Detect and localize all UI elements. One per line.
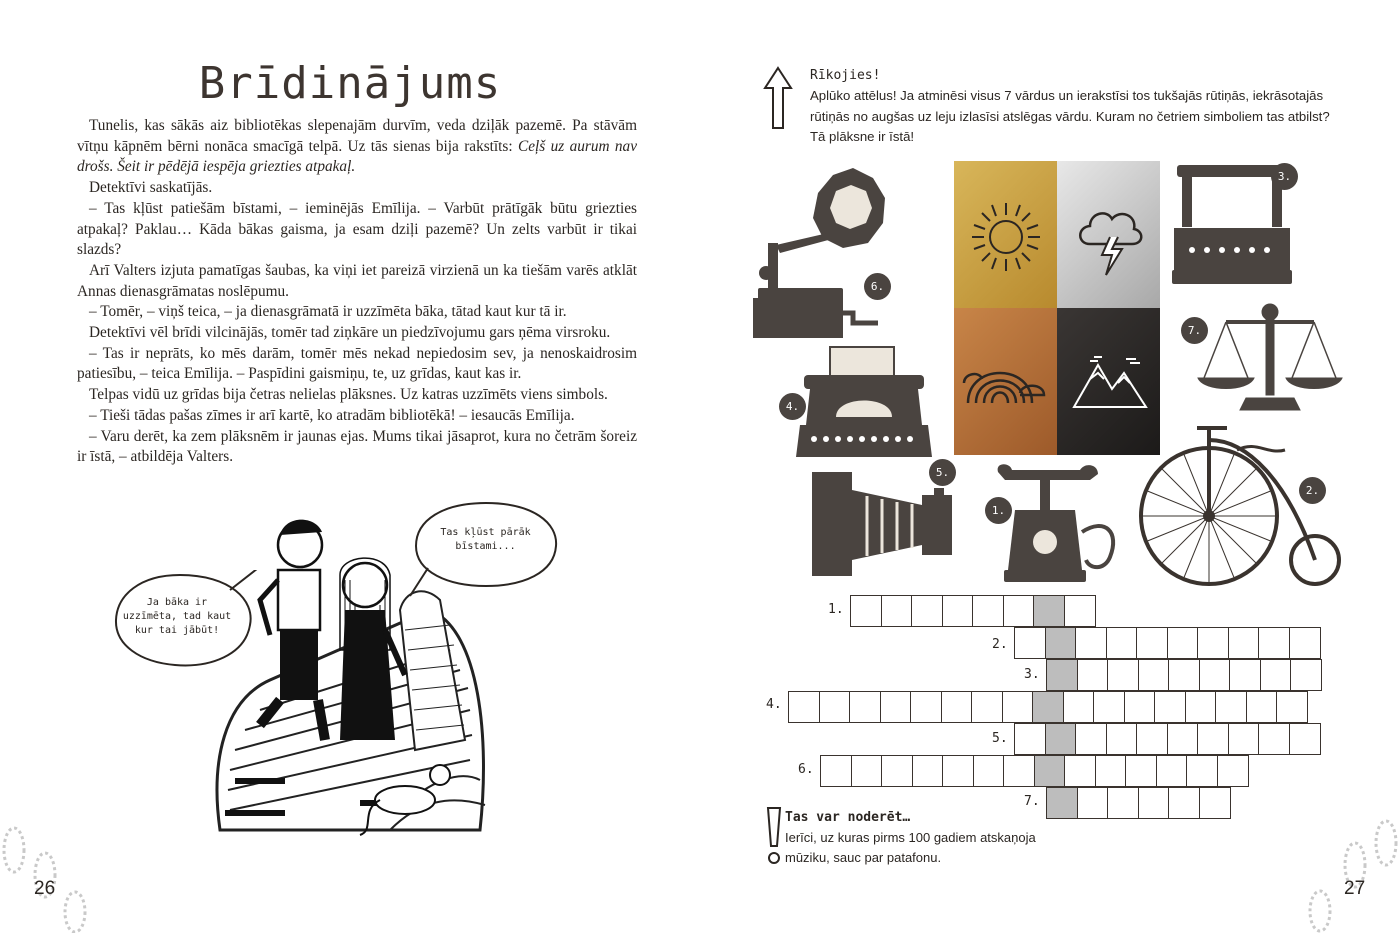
story-paragraph: – Tas kļūst patiešām bīstami, – ieminējās Emīlija. – Varbūt prātīgāk būtu griezties atpakaļ? Paklau… Kāda bākas gaisma, ja esam dziļi pazemē? Un zelts varbūt ir tikai slazds? (77, 199, 637, 259)
crossword-key-cell[interactable] (1034, 755, 1066, 787)
page-number-right: 27 (1344, 878, 1366, 899)
crossword-key-cell[interactable] (1032, 691, 1064, 723)
crossword-cell[interactable] (1228, 723, 1260, 755)
crossword-row (1014, 723, 1319, 755)
crossword-cell[interactable] (1014, 627, 1046, 659)
crossword-cell[interactable] (1168, 659, 1200, 691)
crossword-cell[interactable] (819, 691, 851, 723)
crossword-cell[interactable] (1136, 627, 1168, 659)
crossword-cell[interactable] (1290, 659, 1322, 691)
crossword-row (850, 595, 1094, 627)
object-badge-4: 4. (779, 393, 806, 420)
crossword-cell[interactable] (1063, 691, 1095, 723)
crossword-cell[interactable] (1258, 723, 1290, 755)
scales-icon (1196, 300, 1344, 412)
crossword-cell[interactable] (1246, 691, 1278, 723)
story-paragraph: Telpas vidū uz grīdas bija četras nelielas plāksnes. Uz katras uzzīmēts viens simbols. (89, 386, 608, 404)
page-title: Brīdinājums (198, 58, 502, 109)
crossword-cell[interactable] (1064, 755, 1096, 787)
story-paragraph: – Tas ir neprāts, ko mēs darām, tomēr mēs nekad nepiedosim sev, ja nenoskaidrosim patiesību, – teica Emīlija. – Paspīdini gaismiņu, te, uz grīdas, kaut kas ir. (77, 344, 637, 383)
crossword-key-cell[interactable] (1046, 787, 1078, 819)
crossword-cell[interactable] (1124, 691, 1156, 723)
story-paragraph: Arī Valters izjuta pamatīgas šaubas, ka viņi iet pareizā virzienā un ka tiešām varēs atklāt Annas dienasgrāmatas noslēpumu. (77, 261, 637, 300)
story-paragraph: – Varu derēt, ka zem plāksnēm ir jaunas ejas. Mums tikai jāsaprot, kura no četrām šoreiz ir īstā, – atbildēja Valters. (77, 427, 637, 466)
object-badge-5: 5. (929, 459, 956, 486)
crossword-cell[interactable] (1276, 691, 1308, 723)
wall-inscription: Ceļš uz aurum nav drošs. Šeit ir pēdējā iespēja griezties atpakaļ. (77, 137, 637, 176)
arrow-up-icon (763, 66, 793, 130)
crossword-key-cell[interactable] (1046, 659, 1078, 691)
object-badge-6: 6. (864, 273, 891, 300)
crossword-cell[interactable] (1107, 659, 1139, 691)
crossword-cell[interactable] (1095, 755, 1127, 787)
crossword-cell[interactable] (1167, 723, 1199, 755)
footprints-icon (0, 820, 110, 933)
crossword-cell[interactable] (1156, 755, 1188, 787)
crossword-cell[interactable] (912, 755, 944, 787)
crossword-cell[interactable] (1228, 627, 1260, 659)
crossword-label: 7. (1024, 794, 1040, 809)
task-title: Rīkojies! (810, 68, 881, 83)
crossword-cell[interactable] (849, 691, 881, 723)
crossword-key-cell[interactable] (1033, 595, 1065, 627)
object-badge-7: 7. (1181, 317, 1208, 344)
crossword-cell[interactable] (1154, 691, 1186, 723)
crossword-cell[interactable] (941, 691, 973, 723)
crossword-cell[interactable] (1138, 659, 1170, 691)
crossword-cell[interactable] (1199, 659, 1231, 691)
crossword-cell[interactable] (1002, 691, 1034, 723)
crossword-cell[interactable] (1186, 755, 1218, 787)
typewriter-icon (796, 345, 932, 463)
crossword-cell[interactable] (788, 691, 820, 723)
crossword-row (1014, 627, 1319, 659)
hint-title: Tas var noderēt… (785, 810, 911, 825)
object-badge-3: 3. (1271, 163, 1298, 190)
crossword-cell[interactable] (972, 595, 1004, 627)
crossword-cell[interactable] (1064, 595, 1096, 627)
story-paragraph: – Tomēr, – viņš teica, – ja dienasgrāmatā ir uzzīmēta bāka, tātad kaut kur tā ir. (89, 303, 567, 321)
crossword-cell[interactable] (1075, 627, 1107, 659)
crossword-cell[interactable] (1075, 723, 1107, 755)
object-badge-2: 2. (1299, 477, 1326, 504)
crossword-cell[interactable] (1003, 755, 1035, 787)
crossword-key-cell[interactable] (1045, 723, 1077, 755)
crossword-label: 6. (798, 762, 814, 777)
object-badge-1: 1. (985, 497, 1012, 524)
story-paragraph: – Tieši tādas pašas zīmes ir arī kartē, ko atradām bibliotēkā! – iesaucās Emīlija. (89, 406, 575, 424)
hint-box (785, 808, 1045, 868)
exclamation-icon (763, 806, 785, 866)
story-paragraph: Detektīvi saskatījās. (89, 179, 213, 197)
crossword-cell[interactable] (851, 755, 883, 787)
task-box (810, 66, 1330, 147)
story-paragraph: Detektīvi vēl brīdi vilcinājās, tomēr tad ziņkāre un piedzīvojumu gars ņēma virsroku. (89, 324, 611, 342)
crossword-row (788, 691, 1307, 723)
crossword-cell[interactable] (1167, 627, 1199, 659)
crossword-label: 4. (766, 697, 782, 712)
crossword-row (1046, 659, 1321, 691)
crossword-cell[interactable] (1106, 723, 1138, 755)
hint-text: Ierīci, uz kuras pirms 100 gadiem atskaņoja mūziku, sauc par patafonu. (785, 830, 1036, 865)
telephone-icon (990, 462, 1125, 584)
speech-bubble-left: Ja bāka ir uzzīmēta, tad kaut kur tai jābūt! (122, 597, 232, 636)
story-paragraph: Tunelis, kas sākās aiz bibliotēkas slepenajām durvīm, veda dziļāk pazemē. Pa stāvām vītņu kāpnēm bērni nonāca smacīgā telpā. Uz tās sienas bija rakstīts: Ceļš uz aurum nav drošs. Šeit ir pēdējā iespēja griezties atpakaļ. (77, 117, 637, 176)
crossword-label: 1. (828, 602, 844, 617)
mountains-icon (1070, 351, 1150, 411)
storm-cloud-icon (1072, 199, 1148, 279)
crossword-cell[interactable] (1168, 787, 1200, 819)
crossword-cell[interactable] (910, 691, 942, 723)
crossword-row (1046, 787, 1229, 819)
gramophone-icon (748, 163, 888, 343)
crossword-cell[interactable] (973, 755, 1005, 787)
crossword-cell[interactable] (942, 595, 974, 627)
crossword-cell[interactable] (911, 595, 943, 627)
crossword-cell[interactable] (880, 691, 912, 723)
crossword-cell[interactable] (1125, 755, 1157, 787)
crossword-cell[interactable] (1185, 691, 1217, 723)
crossword-cell[interactable] (881, 755, 913, 787)
crossword-cell[interactable] (820, 755, 852, 787)
crossword-cell[interactable] (1138, 787, 1170, 819)
crossword-cell[interactable] (1215, 691, 1247, 723)
camera-icon (812, 470, 962, 580)
penny-farthing-bicycle-icon (1137, 420, 1345, 588)
crossword-key-cell[interactable] (1045, 627, 1077, 659)
crossword-cell[interactable] (1199, 787, 1231, 819)
crossword-cell[interactable] (942, 755, 974, 787)
crossword-cell[interactable] (1014, 723, 1046, 755)
crossword-cell[interactable] (1093, 691, 1125, 723)
footprints-icon (1290, 815, 1400, 933)
page-number-left: 26 (34, 878, 56, 899)
crossword-cell[interactable] (1077, 659, 1109, 691)
crossword-cell[interactable] (1197, 627, 1229, 659)
sun-icon (968, 199, 1044, 275)
task-text: Aplūko attēlus! Ja atminēsi visus 7 vārdus un ierakstīsi tos tukšajās rūtiņās, iekrāsotajās rūtiņās no augšas uz leju izlasīsi atslēgas vārdu. Kuram no četriem simboliem tas atbilst? Tā plāksne ir īstā! (810, 88, 1330, 144)
symbol-tiles (954, 161, 1160, 455)
crossword-row (820, 755, 1247, 787)
crossword-cell[interactable] (850, 595, 882, 627)
crossword-cell[interactable] (1289, 723, 1321, 755)
crossword-cell[interactable] (1260, 659, 1292, 691)
crossword-cell[interactable] (1077, 787, 1109, 819)
crossword-cell[interactable] (1197, 723, 1229, 755)
crossword-cell[interactable] (971, 691, 1003, 723)
crossword-cell[interactable] (1003, 595, 1035, 627)
crossword-cell[interactable] (1258, 627, 1290, 659)
crossword-cell[interactable] (1229, 659, 1261, 691)
crossword-cell[interactable] (1136, 723, 1168, 755)
crossword-cell[interactable] (1217, 755, 1249, 787)
story-text (77, 116, 637, 468)
crossword-label: 3. (1024, 667, 1040, 682)
crossword-cell[interactable] (881, 595, 913, 627)
crossword-label: 5. (992, 731, 1008, 746)
crossword-cell[interactable] (1107, 787, 1139, 819)
crossword-cell[interactable] (1289, 627, 1321, 659)
speech-bubble-right: Tas kļūst pārāk bīstami... (440, 527, 531, 552)
crossword-label: 2. (992, 637, 1008, 652)
crossword-cell[interactable] (1106, 627, 1138, 659)
rainbow-icon (960, 343, 1050, 413)
